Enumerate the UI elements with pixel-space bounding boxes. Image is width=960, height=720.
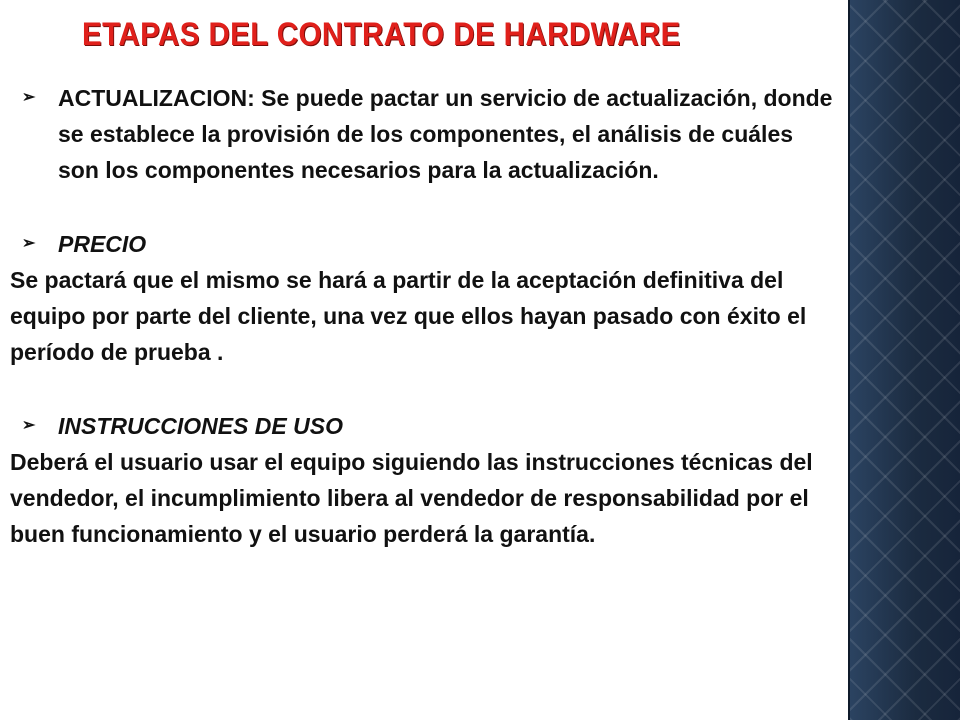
arrow-bullet-icon: ➢ [22,235,36,252]
slide-content [10,80,840,552]
section-precio-text: Se pactará que el mismo se hará a partir de la aceptación definitiva del equipo por parte del cliente, una vez que ellos hayan pasado con éxito el período de prueba . [10,267,807,365]
section-actualizacion-text: Se puede pactar un servicio de actualización, donde se establece la provisión de los componentes, el análisis de cuáles son los componentes necesarios para la actualización. [58,85,833,183]
section-actualizacion [10,80,840,188]
section-actualizacion-body [58,80,840,188]
section-instrucciones [10,408,840,444]
section-actualizacion-heading: ACTUALIZACION: [58,85,255,111]
section-instrucciones-heading: INSTRUCCIONES DE USO [58,413,343,439]
section-precio [10,226,840,262]
section-instrucciones-text: Deberá el usuario usar el equipo siguiendo las instrucciones técnicas del vendedor, el incumplimiento libera al vendedor de responsabilidad por el buen funcionamiento y el usuario perderá la garantía. [10,449,813,547]
page-title: ETAPAS DEL CONTRATO DE HARDWARE [82,16,681,52]
spacer [10,188,840,226]
spacer [10,370,840,408]
section-precio-heading: PRECIO [58,231,147,257]
decorative-side-panel [850,0,960,720]
arrow-bullet-icon: ➢ [22,417,36,434]
arrow-bullet-icon: ➢ [22,89,36,106]
